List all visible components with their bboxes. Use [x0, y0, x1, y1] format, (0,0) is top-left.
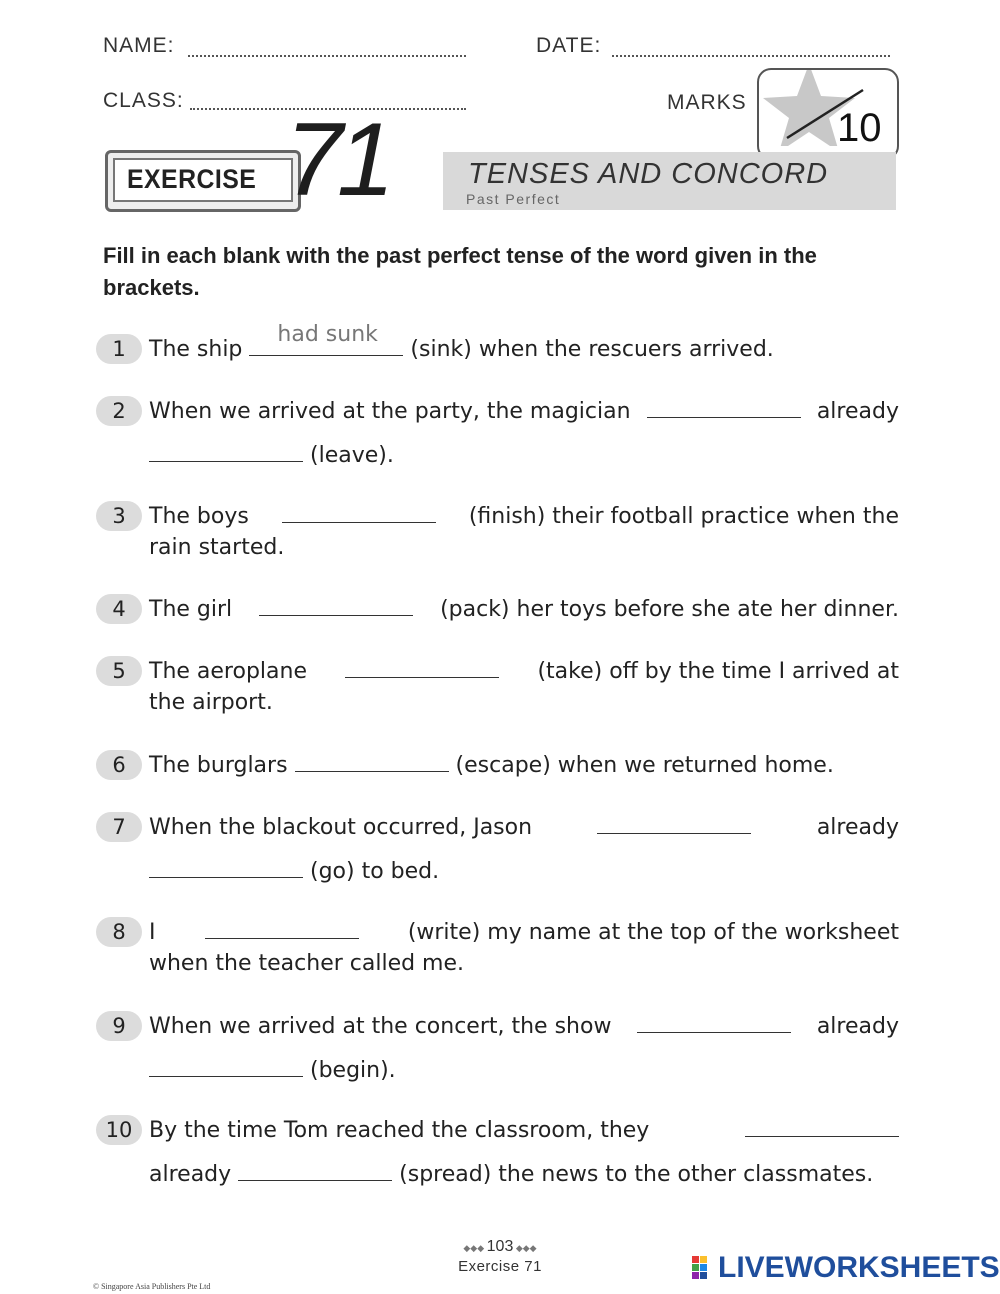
exercise-label: EXERCISE [127, 164, 257, 194]
question-number: 1 [96, 334, 142, 364]
marks-label: MARKS [667, 91, 747, 114]
question-7: When the blackout occurred, Jason already (go) to bed. [149, 811, 899, 887]
topic-subtitle: Past Perfect [466, 191, 561, 207]
answer-blank[interactable] [149, 439, 303, 462]
answer-blank[interactable] [597, 811, 751, 834]
question-number: 4 [96, 594, 142, 624]
ornament-icon: ◆◆◆ [513, 1243, 537, 1253]
question-number: 10 [96, 1115, 142, 1145]
copyright: © Singapore Asia Publishers Pte Ltd [93, 1282, 211, 1291]
liveworksheets-icon [692, 1255, 716, 1281]
question-number: 2 [96, 396, 142, 426]
answer-blank[interactable] [282, 500, 436, 523]
page-number: ◆◆◆ 103 ◆◆◆ [463, 1238, 537, 1255]
exercise-number: 71 [285, 102, 389, 218]
answer-blank[interactable] [345, 655, 499, 678]
question-number: 8 [96, 917, 142, 947]
answer-text: had sunk [277, 322, 378, 347]
topic-title: TENSES AND CONCORD [468, 158, 829, 190]
question-number: 7 [96, 812, 142, 842]
name-field[interactable] [188, 55, 466, 57]
answer-blank[interactable] [637, 1010, 791, 1033]
instruction: Fill in each blank with the past perfect tense of the word given in the brackets. [103, 243, 817, 300]
question-5: The aeroplane (take) off by the time I arrived at the airport. [149, 655, 899, 718]
topic-banner [443, 152, 896, 210]
question-4: The girl (pack) her toys before she ate her dinner. [149, 593, 899, 625]
question-number: 9 [96, 1011, 142, 1041]
answer-blank[interactable] [745, 1114, 899, 1137]
question-10: By the time Tom reached the classroom, they already (spread) the news to the other classmates. [149, 1114, 899, 1190]
ornament-icon: ◆◆◆ [463, 1243, 487, 1253]
question-3: The boys (finish) their football practice when the rain started. [149, 500, 899, 563]
question-6: The burglars (escape) when we returned home. [149, 749, 899, 781]
marks-box [757, 68, 899, 160]
answer-blank[interactable] [238, 1158, 392, 1181]
question-1: The ship had sunk (sink) when the rescuers arrived. [149, 333, 899, 365]
class-label: CLASS: [103, 89, 184, 112]
answer-blank[interactable] [647, 395, 801, 418]
liveworksheets-logo[interactable] [692, 1253, 1000, 1283]
answer-blank[interactable] [249, 322, 403, 356]
answer-blank[interactable] [259, 593, 413, 616]
question-number: 3 [96, 501, 142, 531]
exercise-badge [105, 150, 300, 208]
answer-blank[interactable] [205, 916, 359, 939]
answer-blank[interactable] [149, 855, 303, 878]
date-label: DATE: [536, 34, 602, 57]
name-label: NAME: [103, 34, 175, 57]
marks-total: 10 [837, 106, 882, 150]
exercise-ref: Exercise 71 [458, 1258, 542, 1275]
brand-name: LIVEWORKSHEETS [718, 1251, 1000, 1284]
answer-blank[interactable] [295, 749, 449, 772]
question-number: 6 [96, 750, 142, 780]
question-9: When we arrived at the concert, the show already (begin). [149, 1010, 899, 1086]
question-8: I (write) my name at the top of the worksheet when the teacher called me. [149, 916, 899, 979]
answer-blank[interactable] [149, 1054, 303, 1077]
date-field[interactable] [612, 55, 890, 57]
question-2: When we arrived at the party, the magician already (leave). [149, 395, 899, 471]
question-number: 5 [96, 656, 142, 686]
